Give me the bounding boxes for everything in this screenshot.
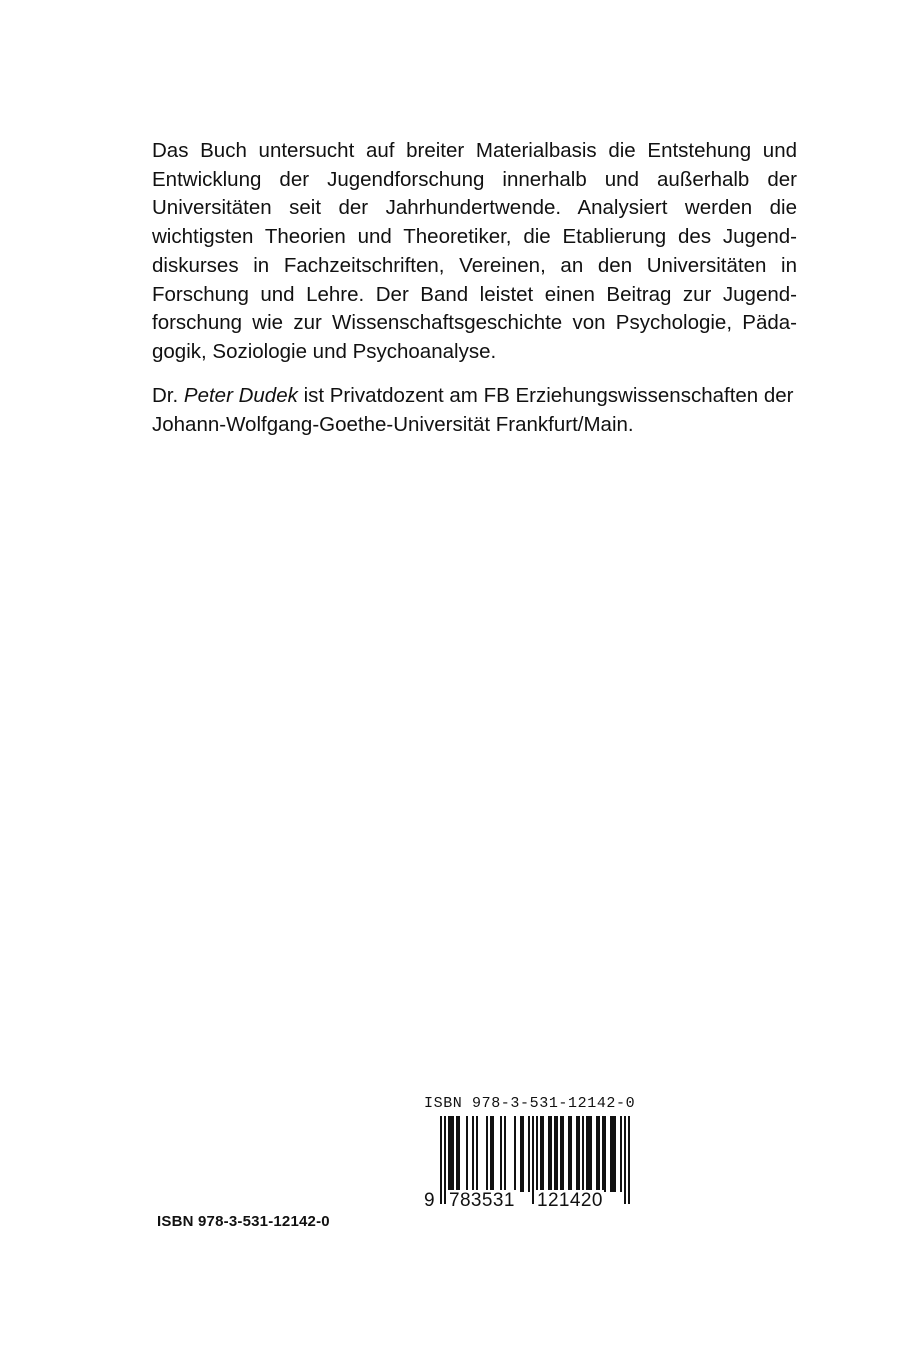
description-text: Das Buch untersucht auf breiter Materialbasis die Entstehung und Entwicklung der Jugendforschung innerhalb und außerhalb der Universitäten seit der Jahrhundertwende. Analysiert werden die wichtigsten Theorien und Theoretiker, die Etablierung des Jugenddiskurses in Fachzeitschriften, Vereinen, an den Universitäten in Forschung und Lehre. Der Band leistet einen Beitrag zur Jugendforschung wie zur Wissenschaftsgeschichte von Psychologie, Pädagogik, Soziologie und Psychoanalyse. <box>152 139 797 363</box>
barcode-bar <box>448 1116 450 1192</box>
barcode-bar <box>540 1116 542 1192</box>
barcode-bar <box>548 1116 550 1192</box>
barcode-bar <box>576 1116 578 1192</box>
author-name: Peter Dudek <box>183 384 298 407</box>
barcode-bar <box>590 1116 592 1192</box>
barcode-bar <box>614 1116 616 1192</box>
barcode-bar <box>452 1116 454 1192</box>
barcode-bar <box>612 1116 614 1192</box>
barcode-bar <box>560 1116 562 1192</box>
barcode-bar <box>466 1116 468 1192</box>
barcode-bar <box>450 1116 452 1192</box>
barcode-block <box>420 1094 650 1222</box>
barcode-bar <box>620 1116 622 1192</box>
barcode-bar <box>588 1116 590 1192</box>
barcode-bar <box>440 1116 442 1204</box>
barcode-bar <box>602 1116 604 1192</box>
barcode-bar <box>532 1116 534 1204</box>
barcode-bar <box>500 1116 502 1192</box>
barcode-bar <box>476 1116 478 1192</box>
barcode-bar <box>542 1116 544 1192</box>
barcode-bar <box>458 1116 460 1192</box>
barcode-bar <box>562 1116 564 1192</box>
barcode-bar <box>472 1116 474 1192</box>
barcode-bar <box>624 1116 626 1204</box>
barcode-bar <box>604 1116 606 1192</box>
book-description <box>152 137 797 367</box>
author-bio <box>152 382 812 439</box>
author-description: ist Privatdozent am FB Erziehungswissenschaften der Johann-Wolfgang-Goethe-Universität Frankfurt/Main. <box>152 384 794 436</box>
isbn-bottom: ISBN 978-3-531-12142-0 <box>157 1213 330 1230</box>
barcode-bar <box>520 1116 522 1192</box>
barcode-bar <box>522 1116 524 1192</box>
barcode-bar <box>568 1116 570 1192</box>
barcode-bar <box>456 1116 458 1192</box>
barcode <box>420 1116 650 1222</box>
barcode-bar <box>444 1116 446 1204</box>
barcode-bar <box>598 1116 600 1192</box>
barcode-bar <box>486 1116 488 1192</box>
barcode-bar <box>514 1116 516 1192</box>
barcode-isbn-label: ISBN 978-3-531-12142-0 <box>424 1095 636 1112</box>
barcode-bar <box>596 1116 598 1192</box>
barcode-bar <box>586 1116 588 1192</box>
barcode-first-digit: 9 <box>424 1190 435 1211</box>
barcode-bar <box>582 1116 584 1192</box>
barcode-bar <box>570 1116 572 1192</box>
author-title: Dr. <box>152 384 179 407</box>
barcode-bar <box>554 1116 556 1192</box>
barcode-bar <box>610 1116 612 1192</box>
barcode-bar <box>490 1116 492 1192</box>
barcode-bar <box>578 1116 580 1192</box>
barcode-bar <box>628 1116 630 1204</box>
barcode-bar <box>504 1116 506 1192</box>
barcode-right-digits: 121420 <box>537 1190 603 1211</box>
barcode-left-digits: 783531 <box>449 1190 515 1211</box>
barcode-bar <box>556 1116 558 1192</box>
barcode-bar <box>550 1116 552 1192</box>
barcode-bar <box>528 1116 530 1192</box>
barcode-bar <box>492 1116 494 1192</box>
